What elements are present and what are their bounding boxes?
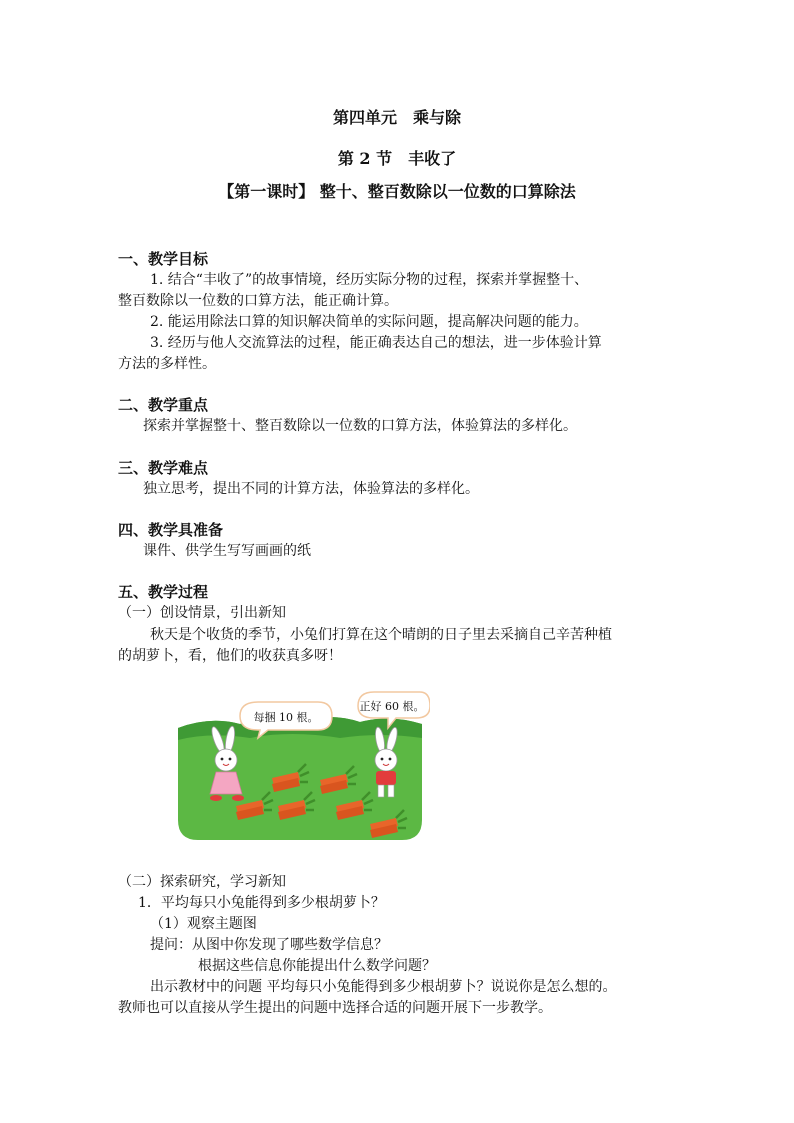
goals-heading: 一、教学目标 bbox=[118, 250, 209, 268]
question-1-step: （1）观察主题图 bbox=[150, 916, 257, 932]
key-points-text: 探索并掌握整十、整百数除以一位数的口算方法，体验算法的多样化。 bbox=[143, 418, 577, 434]
ask-line-1: 提问：从图中你发现了哪些数学信息？ bbox=[150, 937, 388, 953]
scene-svg bbox=[170, 688, 430, 846]
show-line-1: 出示教材中的问题 平均每只小兔能得到多少根胡萝卜？说说你是怎么想的。 bbox=[150, 979, 617, 995]
process-heading: 五、教学过程 bbox=[118, 583, 209, 601]
question-1: 1．平均每只小兔能得到多少根胡萝卜？ bbox=[138, 895, 385, 911]
process-sub-1-line-2: 的胡萝卜，看，他们的收获真多呀！ bbox=[118, 648, 342, 664]
goal-1-line-1: 1. 结合“丰收了”的故事情境，经历实际分物的过程，探索并掌握整十、 bbox=[150, 272, 589, 288]
difficulties-heading: 三、教学难点 bbox=[118, 459, 209, 477]
show-line-2: 教师也可以直接从学生提出的问题中选择合适的问题开展下一步教学。 bbox=[118, 1000, 552, 1016]
rabbits-carrots-illustration bbox=[170, 688, 430, 846]
section-title: 第 2 节 丰收了 bbox=[337, 149, 457, 168]
goal-1-line-2: 整百数除以一位数的口算方法，能正确计算。 bbox=[118, 293, 398, 309]
ask-line-2: 根据这些信息你能提出什么数学问题？ bbox=[198, 958, 436, 974]
lesson-title: 【第一课时】 整十、整百数除以一位数的口算除法 bbox=[218, 182, 576, 201]
goal-3-line-2: 方法的多样性。 bbox=[118, 356, 216, 372]
process-sub-2: （二）探索研究，学习新知 bbox=[118, 874, 286, 890]
materials-text: 课件、供学生写写画画的纸 bbox=[143, 543, 311, 559]
materials-heading: 四、教学具准备 bbox=[118, 521, 224, 539]
left-bubble-text: 每捆 10 根。 bbox=[253, 711, 319, 724]
difficulties-text: 独立思考，提出不同的计算方法，体验算法的多样化。 bbox=[143, 481, 479, 497]
process-sub-1-line-1: 秋天是个收货的季节，小兔们打算在这个晴朗的日子里去采摘自己辛苦种植 bbox=[150, 627, 612, 643]
goal-3-line-1: 3. 经历与他人交流算法的过程，能正确表达自己的想法，进一步体验计算 bbox=[150, 335, 602, 351]
right-bubble-text: 正好 60 根。 bbox=[359, 700, 425, 713]
unit-title: 第四单元 乘与除 bbox=[332, 108, 461, 127]
goal-2: 2. 能运用除法口算的知识解决简单的实际问题，提高解决问题的能力。 bbox=[150, 314, 588, 330]
key-points-heading: 二、教学重点 bbox=[118, 396, 209, 414]
process-sub-1: （一）创设情景，引出新知 bbox=[118, 605, 286, 621]
